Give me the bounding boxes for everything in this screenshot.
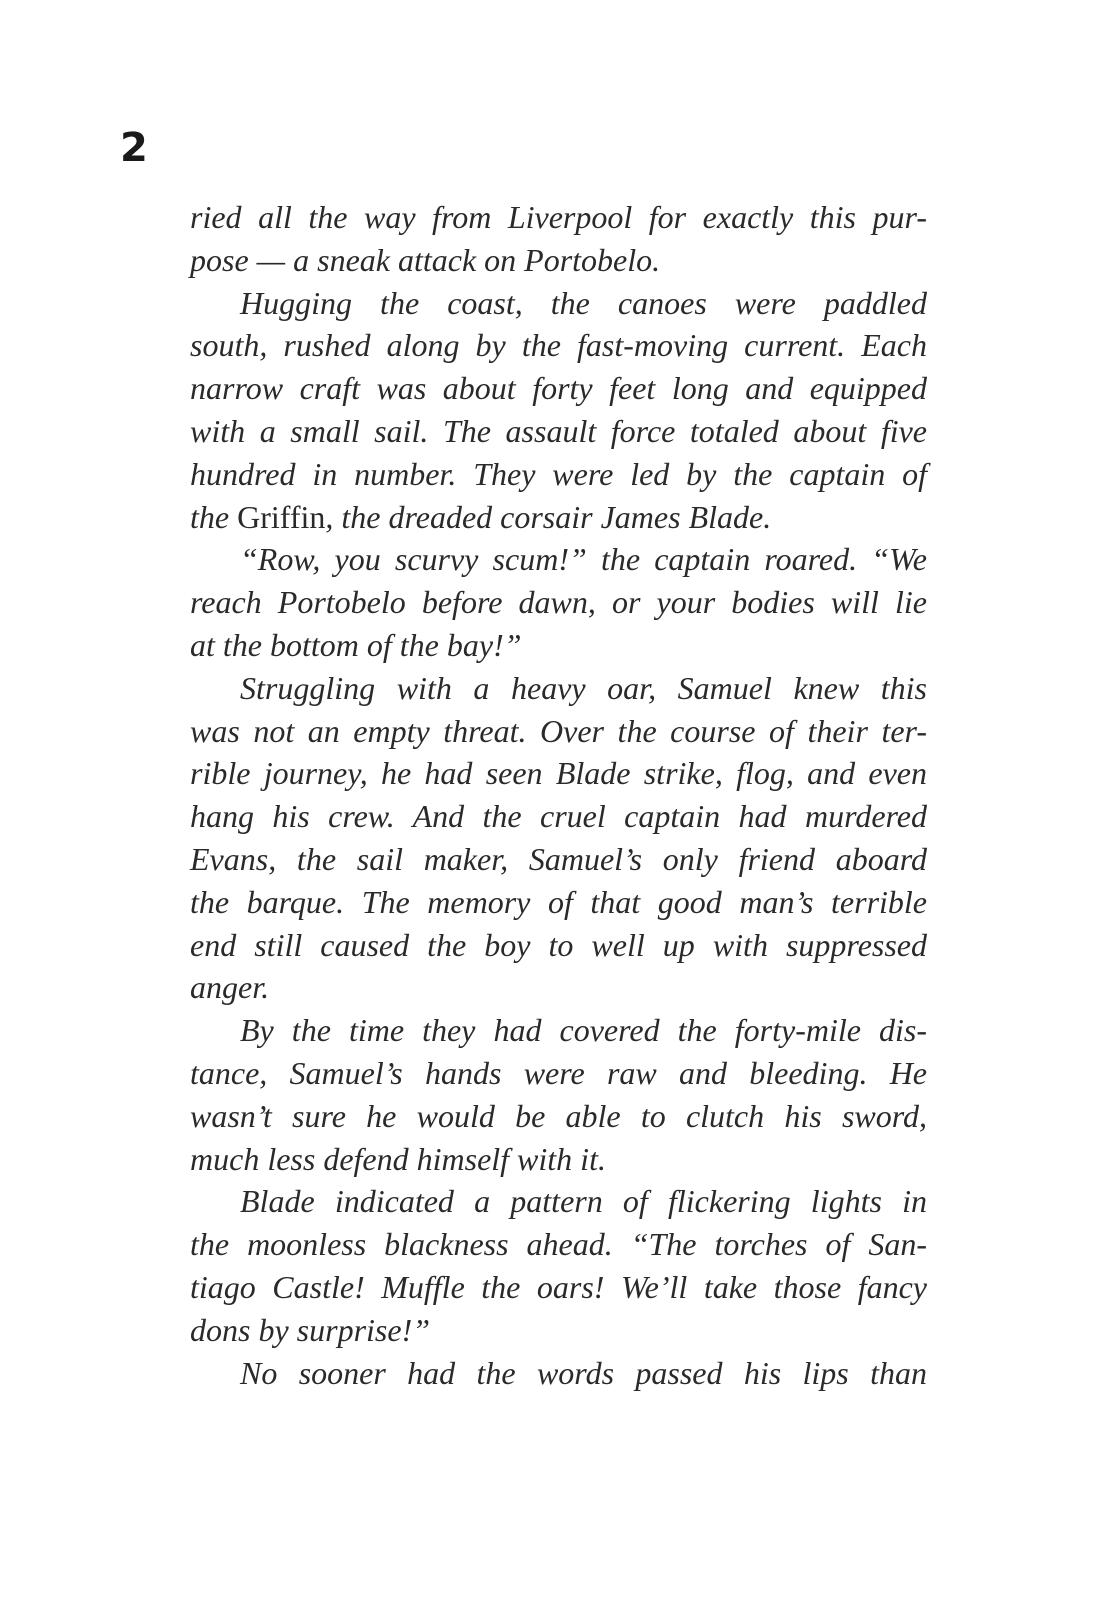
- text-segment: tiago Castle! Muffle the oars! We’ll take those fancy: [190, 1268, 927, 1305]
- text-segment: tance, Samuel’s hands were raw and bleeding. He: [190, 1054, 927, 1091]
- text-segment: dons by surprise!”: [190, 1311, 431, 1348]
- text-line: [190, 795, 927, 838]
- text-segment: with a small sail. The assault force totaled about five: [190, 412, 927, 449]
- text-line: [190, 538, 927, 581]
- text-line: [190, 966, 927, 1009]
- text-segment: Evans, the sail maker, Samuel’s only friend aboard: [190, 840, 927, 877]
- text-segment: narrow craft was about forty feet long and equipped: [190, 370, 927, 407]
- text-segment: Struggling with a heavy oar, Samuel knew this: [240, 669, 927, 706]
- text-segment: was not an empty threat. Over the course of their ter-: [190, 712, 927, 749]
- body-text: [190, 196, 927, 1394]
- text-segment: hundred in number. They were led by the captain of: [190, 455, 927, 492]
- text-segment: Blade indicated a pattern of flickering lights in: [240, 1183, 927, 1220]
- text-segment: reach Portobelo before dawn, or your bodies will lie: [190, 584, 927, 621]
- text-segment: south, rushed along by the fast-moving current. Each: [190, 327, 927, 364]
- text-line: [190, 710, 927, 753]
- page-number: 2: [120, 125, 148, 171]
- text-segment: the: [190, 498, 238, 535]
- text-line: [190, 1266, 927, 1309]
- ship-name: Griffin: [237, 498, 326, 535]
- text-line: [190, 838, 927, 881]
- text-segment: wasn’t sure he would be able to clutch his sword,: [190, 1097, 927, 1134]
- text-segment: end still caused the boy to well up with suppressed: [190, 926, 927, 963]
- text-segment: Hugging the coast, the canoes were paddled: [240, 284, 927, 321]
- text-line: [190, 1352, 927, 1395]
- text-line: [190, 496, 927, 539]
- text-segment: ried all the way from Liverpool for exactly this pur-: [190, 199, 927, 235]
- text-segment: the barque. The memory of that good man’s terrible: [190, 883, 927, 920]
- text-line: [190, 924, 927, 967]
- text-line: [190, 239, 927, 282]
- text-line: [190, 1052, 927, 1095]
- text-line: [190, 324, 927, 367]
- text-segment: rible journey, he had seen Blade strike, flog, and even: [190, 755, 927, 792]
- text-line: [190, 410, 927, 453]
- text-line: [190, 752, 927, 795]
- text-segment: hang his crew. And the cruel captain had murdered: [190, 798, 927, 835]
- text-line: [190, 581, 927, 624]
- text-line: [190, 196, 927, 239]
- text-line: [190, 453, 927, 496]
- text-segment: “Row, you scurvy scum!” the captain roared. “We: [240, 541, 927, 578]
- text-line: [190, 1095, 927, 1138]
- text-segment: No sooner had the words passed his lips than: [240, 1354, 927, 1391]
- text-line: [190, 881, 927, 924]
- text-line: [190, 1180, 927, 1223]
- text-line: [190, 667, 927, 710]
- text-line: [190, 1309, 927, 1352]
- text-line: [190, 1009, 927, 1052]
- text-line: [190, 367, 927, 410]
- text-segment: much less defend himself with it.: [190, 1140, 606, 1177]
- text-line: [190, 1223, 927, 1266]
- text-segment: , the dreaded corsair James Blade.: [325, 498, 772, 535]
- text-line: [190, 624, 927, 667]
- text-segment: By the time they had covered the forty-mile dis-: [240, 1012, 927, 1049]
- text-segment: the moonless blackness ahead. “The torches of San-: [190, 1226, 927, 1263]
- text-segment: pose — a sneak attack on Portobelo.: [190, 241, 661, 278]
- text-line: [190, 1138, 927, 1181]
- text-segment: anger.: [190, 969, 270, 1006]
- text-line: [190, 282, 927, 325]
- text-segment: at the bottom of the bay!”: [190, 626, 522, 663]
